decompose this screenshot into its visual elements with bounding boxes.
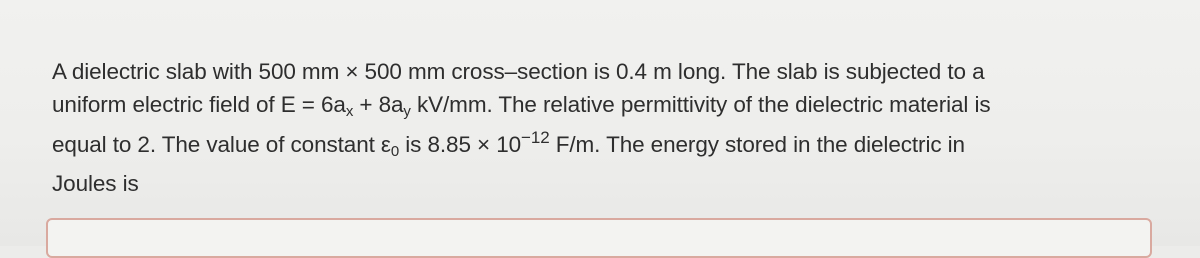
answer-input[interactable] xyxy=(46,218,1152,258)
question-line-3-part-a: equal to 2. The value of constant ε xyxy=(52,132,391,157)
question-line-4: Joules is xyxy=(52,171,139,196)
question-line-2-part-b: + 8a xyxy=(353,92,404,117)
question-line-1: A dielectric slab with 500 mm × 500 mm cross–section is 0.4 m long. The slab is subjected to a xyxy=(52,59,985,84)
exponent: −12 xyxy=(521,128,550,147)
subscript-zero: 0 xyxy=(390,143,400,160)
subscript-x: x xyxy=(345,103,354,120)
question-line-3-part-b: is 8.85 × 10 xyxy=(399,132,522,157)
question-line-3 xyxy=(52,128,965,160)
question-line-2-part-c: kV/mm. The relative permittivity of the dielectric material is xyxy=(410,92,991,117)
question-line-2 xyxy=(52,92,991,118)
question-line-2-part-a: uniform electric field of E = 6a xyxy=(52,92,346,117)
subscript-y: y xyxy=(403,103,411,120)
question-line-3-part-c: F/m. The energy stored in the dielectric in xyxy=(549,132,965,157)
